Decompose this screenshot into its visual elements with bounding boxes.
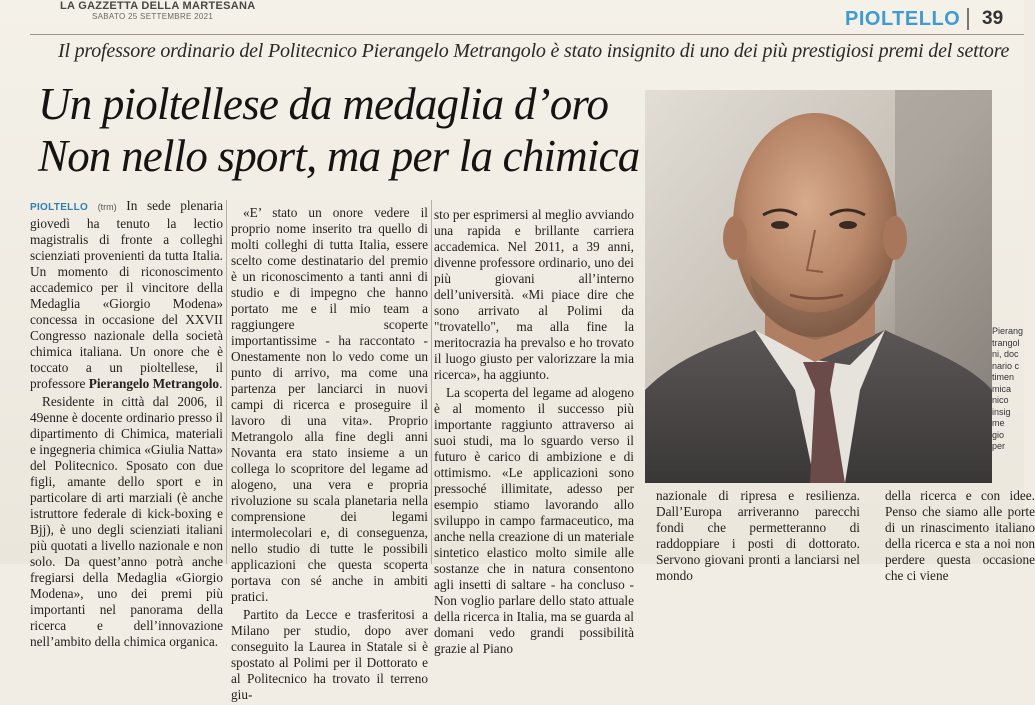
paragraph: della ricerca e con idee. Penso che siamo alle porte di un rinascimento italiano della ricerca e sta a noi non perdere questa occasione che ci viene (885, 488, 1035, 583)
fragment-line: nario c (992, 360, 1020, 371)
article-column-2 (231, 205, 428, 705)
column-separator (431, 200, 432, 564)
paragraph: «E’ stato un onore vedere il proprio nome inserito tra quello di molti colleghi di tutta Italia, essere scelto come destinatario del premio è un riconoscimento a tanti anni di studio e di impegno che hanno portato me e il mio team a raggiungere scoperte importantissime - ha raccontato - Onestamente non lo vedo come un punto di arrivo, ma come una partenza per lanciarci in nuovi campi di ricerca e proseguire il lavoro di una vita». Proprio Metrangolo alla fine degli anni Novanta era stato insieme a un collega lo scopritore del legame ad alogeno, una vera e propria rivoluzione su scala planetaria nella comprensione dei legami intermolecolari e, di conseguenza, nello studio di tutte le possibili applicazioni che questa scoperta portava con sé anche in ambiti pratici. (231, 205, 428, 604)
fragment-line: me (992, 418, 1005, 428)
paragraph: nazionale di ripresa e resilienza. Dall’Europa arriveranno parecchi fondi che permetteranno di raddoppiare i posti di dottorato. Servono giovani pronti a lanciarsi nel mondo (656, 488, 860, 583)
fragment-line: mica (992, 383, 1012, 394)
paragraph: Partito da Lecce e trasferitosi a Milano per studio, dopo aver conseguito la Laurea in Statale si è spostato al Polimi per il Dottorato e al Politecnico ha trovato il terreno giu- (231, 607, 428, 702)
article-headline (38, 78, 638, 182)
portrait-photo (645, 90, 992, 483)
paragraph: Residente in città dal 2006, il 49enne è docente ordinario presso il dipartimento di Chimica, materiali e ingegneria chimica «Giulia Natta» del Politecnico. Sposato con due figli, amante dello sport e in particolare di arti marziali (è anche istruttore federale di kick-boxing e Bjj), è uno degli scienziati italiani più quotati a livello nazionale e non solo. Da quest’anno potrà anche fregiarsi della Medaglia «Giorgio Modena», uno dei premi più importanti nel panorama della ricerca e dell’innovazione nell’ambito della chimica organica. (30, 394, 223, 649)
headline-line-2: Non nello sport, ma per la chimica (38, 131, 640, 181)
column-separator (226, 200, 227, 564)
page-number: 39 (982, 8, 1004, 29)
section-separator (967, 8, 969, 30)
byline-city: PIOLTELLO (30, 202, 89, 213)
paragraph-text: In sede plenaria giovedì ha tenuto la lectio magistralis di fronte a colleghi scienziati provenienti da tutta Italia. Un momento di riconoscimento accademico per il vincitore della Medaglia «Giorgio Modena» concessa in occasione del XXVII Congresso nazionale della società chimica italiana. Un onore che è toccato a un pioltellese, il professore (30, 198, 224, 391)
paragraph: PIOLTELLO (trm) In sede plenaria giovedì ha tenuto la lectio magistralis di fronte a colleghi scienziati provenienti da tutta Italia. Un momento di riconoscimento accademico per il vincitore della Medaglia «Giorgio Modena» concessa in occasione del XXVII Congresso nazionale della società chimica italiana. Un onore che è toccato a un pioltellese, il professore Pierangelo Metrangolo. (30, 198, 224, 391)
article-column-5 (885, 488, 1035, 586)
headline-line-1: Un pioltellese da medaglia d’oro (38, 79, 609, 129)
portrait-illustration (645, 90, 992, 483)
article-column-3 (434, 207, 634, 659)
fragment-line: trangol (992, 337, 1020, 348)
section-name: PIOLTELLO (845, 8, 961, 30)
fragment-line: timen (992, 372, 1015, 382)
byline-tag: (trm) (97, 202, 117, 212)
article-column-4 (656, 488, 860, 586)
masthead: LA GAZZETTA DELLA MARTESANA (60, 0, 256, 12)
adjacent-article-fragment (992, 326, 1032, 453)
issue-date: SABATO 25 SETTEMBRE 2021 (92, 12, 214, 21)
fragment-line: gio (992, 429, 1005, 440)
fragment-line: per (992, 441, 1006, 451)
paragraph: sto per esprimersi al meglio avviando una rapida e brillante carriera accademica. Nel 2011, a 39 anni, divenne professore ordinario, uno dei più giovani all’interno dell’università. «Mi piace dire che sono arrivato al Polimi da "trovatello", ma alla fine la meritocrazia ha prevalso e ho trovato il luogo giusto per valorizzare la mia ricerca», ha aggiunto. (434, 207, 634, 382)
fragment-line: insig (992, 406, 1011, 417)
header-rule (30, 34, 1024, 35)
fragment-line: nico (992, 395, 1009, 405)
article-kicker: Il professore ordinario del Politecnico Pierangelo Metrangolo è stato insignito di uno dei più prestigiosi premi del settore (58, 40, 1010, 62)
article-column-1 (30, 198, 223, 652)
fragment-line: ni, doc (992, 349, 1019, 359)
paragraph: La scoperta del legame ad alogeno è al momento il successo più importante raggiunto attraverso ai suoi studi, ma lo sguardo verso il futuro è carico di ambizione e di ottimismo. «Le applicazioni sono pressoché illimitate, adesso per esempio stiamo lavorando allo sviluppo in campo farmaceutico, ma anche nella creazione di un materiale sintetico elastico molto simile alle sostanze che in natura consentono agli insetti di saltare - ha concluso - Non voglio parlare dello stato attuale della ricerca in Italia, ma se guarda al domani vedo grandi possibilità grazie al Piano (434, 385, 634, 656)
fragment-line: Pierang (992, 326, 1024, 336)
person-name: Pierangelo Metrangolo (88, 376, 220, 391)
